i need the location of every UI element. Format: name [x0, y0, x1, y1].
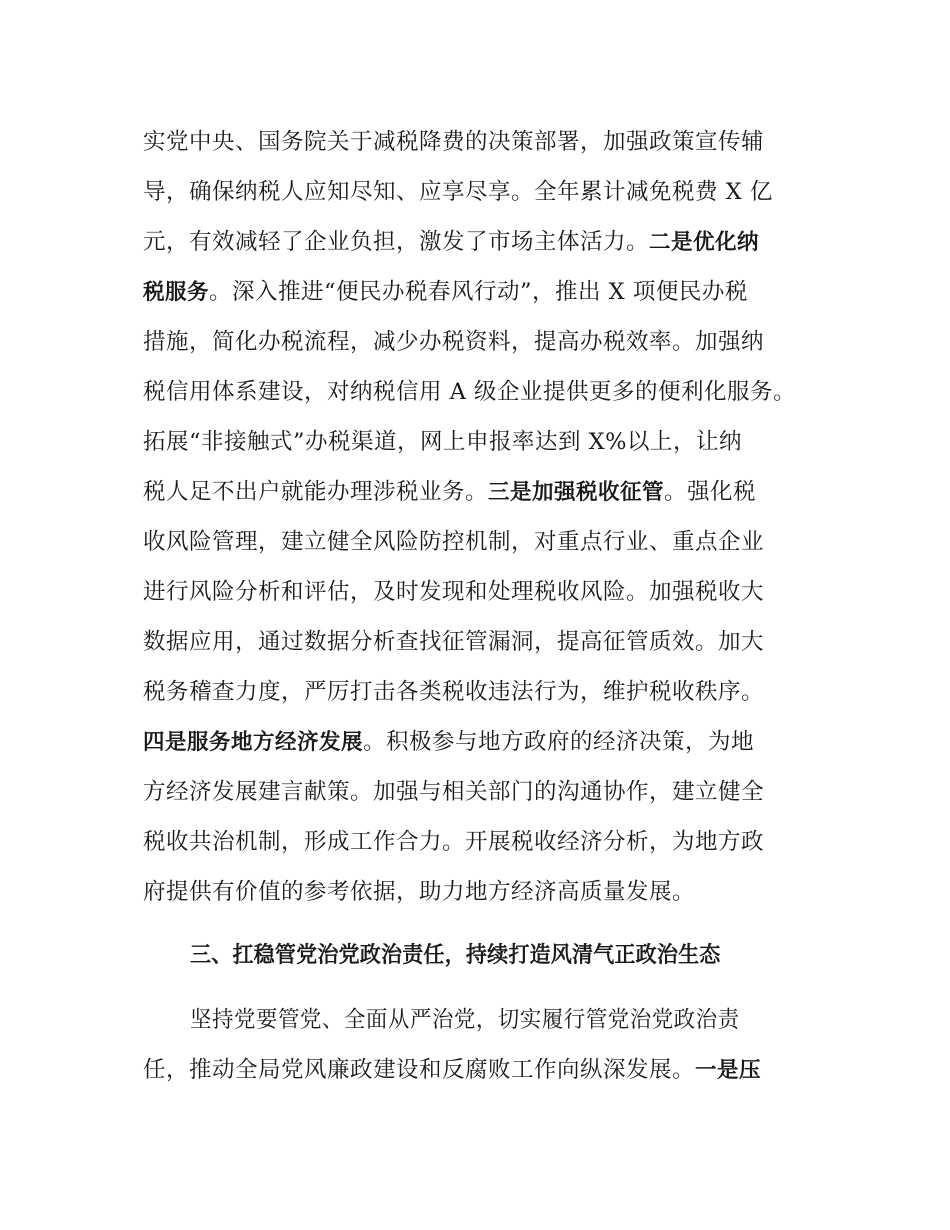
text-line: 收风险管理，建立健全风险防控机制，对重点行业、重点企业 — [143, 529, 765, 555]
text-line: 实党中央、国务院关于减税降费的决策部署，加强政策宣传辅 — [143, 129, 765, 155]
text-line: 方经济发展建言献策。加强与相关部门的沟通协作，建立健全 — [143, 779, 765, 805]
text-line: 坚持党要管党、全面从严治党，切实履行管党治党政治责 — [190, 1007, 740, 1033]
section-lead-1: 一是压 — [695, 1058, 762, 1083]
text-line: 税收共治机制，形成工作合力。开展税收经济分析，为地方政 — [143, 829, 765, 855]
section-lead-2: 二是优化纳 — [649, 230, 760, 255]
section-heading: 三、扛稳管党治党政治责任，持续打造风清气正政治生态 — [190, 943, 721, 968]
text-line: 任，推动全局党风廉政建设和反腐败工作向纵深发展。一是压 — [143, 1057, 762, 1083]
text-line: 府提供有价值的参考依据，助力地方经济高质量发展。 — [143, 879, 696, 905]
text-line: 拓展“非接触式”办税渠道，网上申报率达到 X%以上，让纳 — [143, 429, 743, 455]
text-line: 税务稽查力度，严厉打击各类税收违法行为，维护税收秩序。 — [143, 679, 765, 705]
text-line: 导，确保纳税人应知尽知、应享尽享。全年累计减免税费 X 亿 — [143, 179, 773, 205]
text-line: 进行风险分析和评估，及时发现和处理税收风险。加强税收大 — [143, 579, 765, 605]
section-lead-3: 三是加强税收征管 — [488, 480, 665, 505]
text-line: 数据应用，通过数据分析查找征管漏洞，提高征管质效。加大 — [143, 629, 765, 655]
text-line: 税服务。深入推进“便民办税春风行动”，推出 X 项便民办税 — [143, 279, 748, 305]
text-line: 税人足不出户就能办理涉税业务。三是加强税收征管。强化税 — [143, 479, 757, 505]
text-line: 税信用体系建设，对纳税信用 A 级企业提供更多的便利化服务。 — [143, 379, 797, 405]
section-lead-2-cont: 税服务 — [143, 280, 210, 305]
text-line: 措施，简化办税流程，减少办税资料，提高办税效率。加强纳 — [143, 329, 765, 355]
text-line: 元，有效减轻了企业负担，激发了市场主体活力。二是优化纳 — [143, 229, 760, 255]
text-line: 四是服务地方经济发展。积极参与地方政府的经济决策，为地 — [143, 729, 755, 755]
section-lead-4: 四是服务地方经济发展 — [143, 730, 364, 755]
